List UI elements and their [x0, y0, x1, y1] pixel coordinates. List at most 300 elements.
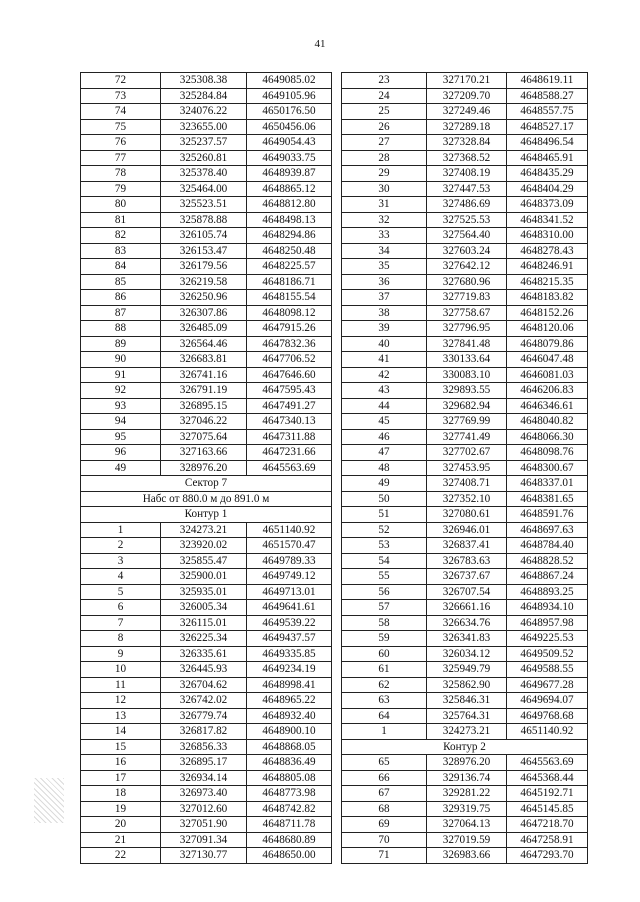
y-coordinate-cell: 4648496.54	[507, 135, 588, 151]
point-number-cell: 46	[342, 429, 427, 445]
y-coordinate-cell: 4648381.65	[507, 491, 588, 507]
x-coordinate-cell: 330083.10	[427, 367, 507, 383]
y-coordinate-cell: 4648225.57	[247, 259, 332, 275]
x-coordinate-cell: 326895.15	[161, 398, 247, 414]
table-row	[81, 181, 332, 197]
y-coordinate-cell: 4648183.82	[507, 290, 588, 306]
x-coordinate-cell: 327680.96	[427, 274, 507, 290]
y-coordinate-cell: 4648120.06	[507, 321, 588, 337]
x-coordinate-cell: 326983.66	[427, 848, 507, 864]
x-coordinate-cell: 325935.01	[161, 584, 247, 600]
x-coordinate-cell: 323920.02	[161, 538, 247, 554]
y-coordinate-cell: 4649677.28	[507, 677, 588, 693]
y-coordinate-cell: 4648215.35	[507, 274, 588, 290]
y-coordinate-cell: 4648900.10	[247, 724, 332, 740]
y-coordinate-cell: 4648498.13	[247, 212, 332, 228]
table-row	[342, 460, 588, 476]
table-row	[342, 104, 588, 120]
y-coordinate-cell: 4649225.53	[507, 631, 588, 647]
table-row	[342, 88, 588, 104]
x-coordinate-cell: 327046.22	[161, 414, 247, 430]
table-row	[81, 615, 332, 631]
point-number-cell: 73	[81, 88, 161, 104]
y-coordinate-cell: 4645563.69	[247, 460, 332, 476]
x-coordinate-cell: 325949.79	[427, 662, 507, 678]
table-row	[342, 677, 588, 693]
x-coordinate-cell: 327019.59	[427, 832, 507, 848]
y-coordinate-cell: 4649033.75	[247, 150, 332, 166]
left-coordinates-table	[80, 72, 332, 864]
point-number-cell: 6	[81, 600, 161, 616]
y-coordinate-cell: 4649105.96	[247, 88, 332, 104]
point-number-cell: 34	[342, 243, 427, 259]
table-row	[81, 197, 332, 213]
point-number-cell: 56	[342, 584, 427, 600]
table-row	[342, 243, 588, 259]
x-coordinate-cell: 326934.14	[161, 770, 247, 786]
x-coordinate-cell: 326034.12	[427, 646, 507, 662]
table-row	[342, 476, 588, 492]
point-number-cell: 17	[81, 770, 161, 786]
table-row	[81, 693, 332, 709]
x-coordinate-cell: 327564.40	[427, 228, 507, 244]
point-number-cell: 95	[81, 429, 161, 445]
y-coordinate-cell: 4648186.71	[247, 274, 332, 290]
table-row	[81, 460, 332, 476]
x-coordinate-cell: 327170.21	[427, 73, 507, 89]
point-number-cell: 15	[81, 739, 161, 755]
x-coordinate-cell: 325523.51	[161, 197, 247, 213]
y-coordinate-cell: 4648310.00	[507, 228, 588, 244]
y-coordinate-cell: 4648812.80	[247, 197, 332, 213]
section-header: Набс от 880.0 м до 891.0 м	[81, 491, 332, 507]
y-coordinate-cell: 4646047.48	[507, 352, 588, 368]
x-coordinate-cell: 326779.74	[161, 708, 247, 724]
y-coordinate-cell: 4649749.12	[247, 569, 332, 585]
y-coordinate-cell: 4649768.68	[507, 708, 588, 724]
x-coordinate-cell: 326661.16	[427, 600, 507, 616]
x-coordinate-cell: 326737.67	[427, 569, 507, 585]
table-row	[81, 166, 332, 182]
y-coordinate-cell: 4649509.52	[507, 646, 588, 662]
y-coordinate-cell: 4649539.22	[247, 615, 332, 631]
x-coordinate-cell: 329319.75	[427, 801, 507, 817]
point-number-cell: 52	[342, 522, 427, 538]
section-header-row	[81, 507, 332, 523]
point-number-cell: 54	[342, 553, 427, 569]
table-row	[81, 228, 332, 244]
table-row	[81, 104, 332, 120]
table-row	[81, 755, 332, 771]
x-coordinate-cell: 327352.10	[427, 491, 507, 507]
table-row	[342, 429, 588, 445]
point-number-cell: 90	[81, 352, 161, 368]
table-row	[81, 646, 332, 662]
x-coordinate-cell: 326105.74	[161, 228, 247, 244]
y-coordinate-cell: 4646346.61	[507, 398, 588, 414]
section-header-row	[81, 491, 332, 507]
point-number-cell: 3	[81, 553, 161, 569]
y-coordinate-cell: 4648868.05	[247, 739, 332, 755]
y-coordinate-cell: 4648711.78	[247, 817, 332, 833]
x-coordinate-cell: 327249.46	[427, 104, 507, 120]
table-row	[342, 383, 588, 399]
point-number-cell: 38	[342, 305, 427, 321]
y-coordinate-cell: 4648697.63	[507, 522, 588, 538]
y-coordinate-cell: 4648805.08	[247, 770, 332, 786]
y-coordinate-cell: 4648040.82	[507, 414, 588, 430]
x-coordinate-cell: 326683.81	[161, 352, 247, 368]
table-row	[342, 398, 588, 414]
table-row	[342, 569, 588, 585]
y-coordinate-cell: 4648557.75	[507, 104, 588, 120]
point-number-cell: 76	[81, 135, 161, 151]
x-coordinate-cell: 327769.99	[427, 414, 507, 430]
x-coordinate-cell: 325900.01	[161, 569, 247, 585]
point-number-cell: 1	[81, 522, 161, 538]
point-number-cell: 36	[342, 274, 427, 290]
table-row	[81, 290, 332, 306]
table-row	[81, 848, 332, 864]
x-coordinate-cell: 326742.02	[161, 693, 247, 709]
x-coordinate-cell: 326153.47	[161, 243, 247, 259]
table-row	[342, 770, 588, 786]
x-coordinate-cell: 325284.84	[161, 88, 247, 104]
table-row	[342, 755, 588, 771]
point-number-cell: 13	[81, 708, 161, 724]
y-coordinate-cell: 4646081.03	[507, 367, 588, 383]
point-number-cell: 26	[342, 119, 427, 135]
table-row	[81, 305, 332, 321]
table-row	[81, 677, 332, 693]
point-number-cell: 74	[81, 104, 161, 120]
x-coordinate-cell: 327719.83	[427, 290, 507, 306]
table-row	[81, 600, 332, 616]
x-coordinate-cell: 327012.60	[161, 801, 247, 817]
point-number-cell: 44	[342, 398, 427, 414]
point-number-cell: 79	[81, 181, 161, 197]
point-number-cell: 5	[81, 584, 161, 600]
y-coordinate-cell: 4647491.27	[247, 398, 332, 414]
x-coordinate-cell: 326704.62	[161, 677, 247, 693]
point-number-cell: 40	[342, 336, 427, 352]
x-coordinate-cell: 325237.57	[161, 135, 247, 151]
section-header: Сектор 7	[81, 476, 332, 492]
point-number-cell: 96	[81, 445, 161, 461]
section-header-row	[81, 476, 332, 492]
x-coordinate-cell: 327453.95	[427, 460, 507, 476]
table-row	[81, 739, 332, 755]
point-number-cell: 18	[81, 786, 161, 802]
y-coordinate-cell: 4648278.43	[507, 243, 588, 259]
point-number-cell: 55	[342, 569, 427, 585]
x-coordinate-cell: 327051.90	[161, 817, 247, 833]
point-number-cell: 68	[342, 801, 427, 817]
y-coordinate-cell: 4649335.85	[247, 646, 332, 662]
x-coordinate-cell: 327525.53	[427, 212, 507, 228]
point-number-cell: 51	[342, 507, 427, 523]
point-number-cell: 69	[342, 817, 427, 833]
y-coordinate-cell: 4645563.69	[507, 755, 588, 771]
x-coordinate-cell: 329893.55	[427, 383, 507, 399]
table-row	[81, 243, 332, 259]
table-row	[342, 305, 588, 321]
y-coordinate-cell: 4648893.25	[507, 584, 588, 600]
x-coordinate-cell: 325878.88	[161, 212, 247, 228]
x-coordinate-cell: 326741.16	[161, 367, 247, 383]
y-coordinate-cell: 4648957.98	[507, 615, 588, 631]
table-row	[342, 321, 588, 337]
point-number-cell: 10	[81, 662, 161, 678]
x-coordinate-cell: 325846.31	[427, 693, 507, 709]
point-number-cell: 83	[81, 243, 161, 259]
y-coordinate-cell: 4648098.12	[247, 305, 332, 321]
y-coordinate-cell: 4648155.54	[247, 290, 332, 306]
y-coordinate-cell: 4648246.91	[507, 259, 588, 275]
x-coordinate-cell: 326973.40	[161, 786, 247, 802]
table-row	[81, 336, 332, 352]
point-number-cell: 22	[81, 848, 161, 864]
table-row	[342, 445, 588, 461]
table-row	[342, 631, 588, 647]
point-number-cell: 81	[81, 212, 161, 228]
point-number-cell: 65	[342, 755, 427, 771]
point-number-cell: 66	[342, 770, 427, 786]
table-row	[81, 414, 332, 430]
point-number-cell: 48	[342, 460, 427, 476]
table-row	[342, 786, 588, 802]
x-coordinate-cell: 327603.24	[427, 243, 507, 259]
point-number-cell: 85	[81, 274, 161, 290]
x-coordinate-cell: 327091.34	[161, 832, 247, 848]
x-coordinate-cell: 326895.17	[161, 755, 247, 771]
point-number-cell: 19	[81, 801, 161, 817]
point-number-cell: 61	[342, 662, 427, 678]
x-coordinate-cell: 327368.52	[427, 150, 507, 166]
y-coordinate-cell: 4649588.55	[507, 662, 588, 678]
point-number-cell: 62	[342, 677, 427, 693]
table-row	[81, 770, 332, 786]
point-number-cell: 92	[81, 383, 161, 399]
table-row	[342, 290, 588, 306]
x-coordinate-cell: 326485.09	[161, 321, 247, 337]
x-coordinate-cell: 326837.41	[427, 538, 507, 554]
table-row	[342, 708, 588, 724]
table-row	[81, 817, 332, 833]
x-coordinate-cell: 325464.00	[161, 181, 247, 197]
x-coordinate-cell: 325855.47	[161, 553, 247, 569]
x-coordinate-cell: 323655.00	[161, 119, 247, 135]
y-coordinate-cell: 4650176.50	[247, 104, 332, 120]
point-number-cell: 9	[81, 646, 161, 662]
table-row	[81, 522, 332, 538]
y-coordinate-cell: 4646206.83	[507, 383, 588, 399]
x-coordinate-cell: 327064.13	[427, 817, 507, 833]
y-coordinate-cell: 4647915.26	[247, 321, 332, 337]
table-row	[342, 491, 588, 507]
point-number-cell: 88	[81, 321, 161, 337]
x-coordinate-cell: 328976.20	[427, 755, 507, 771]
x-coordinate-cell: 326179.56	[161, 259, 247, 275]
table-row	[342, 135, 588, 151]
point-number-cell: 45	[342, 414, 427, 430]
x-coordinate-cell: 327163.66	[161, 445, 247, 461]
x-coordinate-cell: 327408.71	[427, 476, 507, 492]
table-row	[342, 724, 588, 740]
point-number-cell: 7	[81, 615, 161, 631]
table-row	[342, 259, 588, 275]
y-coordinate-cell: 4649054.43	[247, 135, 332, 151]
table-row	[342, 662, 588, 678]
point-number-cell: 35	[342, 259, 427, 275]
y-coordinate-cell: 4647646.60	[247, 367, 332, 383]
y-coordinate-cell: 4648294.86	[247, 228, 332, 244]
page-number: 41	[314, 38, 326, 50]
point-number-cell: 43	[342, 383, 427, 399]
point-number-cell: 31	[342, 197, 427, 213]
table-row	[81, 119, 332, 135]
y-coordinate-cell: 4648527.17	[507, 119, 588, 135]
y-coordinate-cell: 4648373.09	[507, 197, 588, 213]
point-number-cell: 67	[342, 786, 427, 802]
x-coordinate-cell: 325764.31	[427, 708, 507, 724]
point-number-cell: 72	[81, 73, 161, 89]
table-row	[81, 429, 332, 445]
y-coordinate-cell: 4645145.85	[507, 801, 588, 817]
y-coordinate-cell: 4647218.70	[507, 817, 588, 833]
x-coordinate-cell: 325862.90	[427, 677, 507, 693]
x-coordinate-cell: 326707.54	[427, 584, 507, 600]
point-number-cell: 2	[81, 538, 161, 554]
point-number-cell: 49	[342, 476, 427, 492]
y-coordinate-cell: 4648934.10	[507, 600, 588, 616]
table-row	[342, 848, 588, 864]
table-row	[81, 352, 332, 368]
x-coordinate-cell: 326564.46	[161, 336, 247, 352]
y-coordinate-cell: 4648591.76	[507, 507, 588, 523]
y-coordinate-cell: 4648404.29	[507, 181, 588, 197]
point-number-cell: 37	[342, 290, 427, 306]
x-coordinate-cell: 326946.01	[427, 522, 507, 538]
y-coordinate-cell: 4648865.12	[247, 181, 332, 197]
table-row	[342, 538, 588, 554]
x-coordinate-cell: 329281.22	[427, 786, 507, 802]
y-coordinate-cell: 4648341.52	[507, 212, 588, 228]
point-number-cell: 12	[81, 693, 161, 709]
y-coordinate-cell: 4647706.52	[247, 352, 332, 368]
x-coordinate-cell: 326307.86	[161, 305, 247, 321]
point-number-cell: 58	[342, 615, 427, 631]
scan-artifact	[34, 778, 64, 823]
x-coordinate-cell: 326817.82	[161, 724, 247, 740]
x-coordinate-cell: 330133.64	[427, 352, 507, 368]
section-header-row	[342, 739, 588, 755]
x-coordinate-cell: 326005.34	[161, 600, 247, 616]
point-number-cell: 86	[81, 290, 161, 306]
point-number-cell: 89	[81, 336, 161, 352]
point-number-cell: 50	[342, 491, 427, 507]
y-coordinate-cell: 4647832.36	[247, 336, 332, 352]
table-row	[81, 569, 332, 585]
table-row	[342, 600, 588, 616]
table-row	[342, 166, 588, 182]
y-coordinate-cell: 4648300.67	[507, 460, 588, 476]
table-row	[342, 274, 588, 290]
y-coordinate-cell: 4649234.19	[247, 662, 332, 678]
y-coordinate-cell: 4649085.02	[247, 73, 332, 89]
y-coordinate-cell: 4648250.48	[247, 243, 332, 259]
x-coordinate-cell: 327758.67	[427, 305, 507, 321]
table-row	[81, 259, 332, 275]
table-row	[342, 414, 588, 430]
y-coordinate-cell: 4648066.30	[507, 429, 588, 445]
point-number-cell: 11	[81, 677, 161, 693]
x-coordinate-cell: 327486.69	[427, 197, 507, 213]
y-coordinate-cell: 4648998.41	[247, 677, 332, 693]
table-row	[81, 832, 332, 848]
y-coordinate-cell: 4648152.26	[507, 305, 588, 321]
x-coordinate-cell: 327796.95	[427, 321, 507, 337]
point-number-cell: 16	[81, 755, 161, 771]
point-number-cell: 49	[81, 460, 161, 476]
point-number-cell: 71	[342, 848, 427, 864]
table-row	[342, 646, 588, 662]
y-coordinate-cell: 4651140.92	[507, 724, 588, 740]
point-number-cell: 75	[81, 119, 161, 135]
y-coordinate-cell: 4649437.57	[247, 631, 332, 647]
y-coordinate-cell: 4648867.24	[507, 569, 588, 585]
y-coordinate-cell: 4648836.49	[247, 755, 332, 771]
y-coordinate-cell: 4648680.89	[247, 832, 332, 848]
point-number-cell: 93	[81, 398, 161, 414]
table-row	[342, 584, 588, 600]
table-row	[81, 801, 332, 817]
table-row	[342, 212, 588, 228]
table-row	[81, 786, 332, 802]
table-row	[342, 119, 588, 135]
y-coordinate-cell: 4648619.11	[507, 73, 588, 89]
y-coordinate-cell: 4648828.52	[507, 553, 588, 569]
point-number-cell: 94	[81, 414, 161, 430]
x-coordinate-cell: 326250.96	[161, 290, 247, 306]
point-number-cell: 42	[342, 367, 427, 383]
point-number-cell: 21	[81, 832, 161, 848]
point-number-cell: 84	[81, 259, 161, 275]
table-row	[81, 538, 332, 554]
table-row	[342, 181, 588, 197]
table-row	[81, 724, 332, 740]
table-row	[81, 73, 332, 89]
table-row	[342, 553, 588, 569]
x-coordinate-cell: 325308.38	[161, 73, 247, 89]
point-number-cell: 41	[342, 352, 427, 368]
point-number-cell: 30	[342, 181, 427, 197]
right-coordinates-table	[341, 72, 588, 864]
table-row	[342, 73, 588, 89]
x-coordinate-cell: 328976.20	[161, 460, 247, 476]
table-row	[81, 631, 332, 647]
x-coordinate-cell: 327447.53	[427, 181, 507, 197]
point-number-cell: 57	[342, 600, 427, 616]
x-coordinate-cell: 327328.84	[427, 135, 507, 151]
y-coordinate-cell: 4647311.88	[247, 429, 332, 445]
y-coordinate-cell: 4648784.40	[507, 538, 588, 554]
y-coordinate-cell: 4648939.87	[247, 166, 332, 182]
table-row	[81, 212, 332, 228]
y-coordinate-cell: 4647231.66	[247, 445, 332, 461]
point-number-cell: 24	[342, 88, 427, 104]
y-coordinate-cell: 4647293.70	[507, 848, 588, 864]
